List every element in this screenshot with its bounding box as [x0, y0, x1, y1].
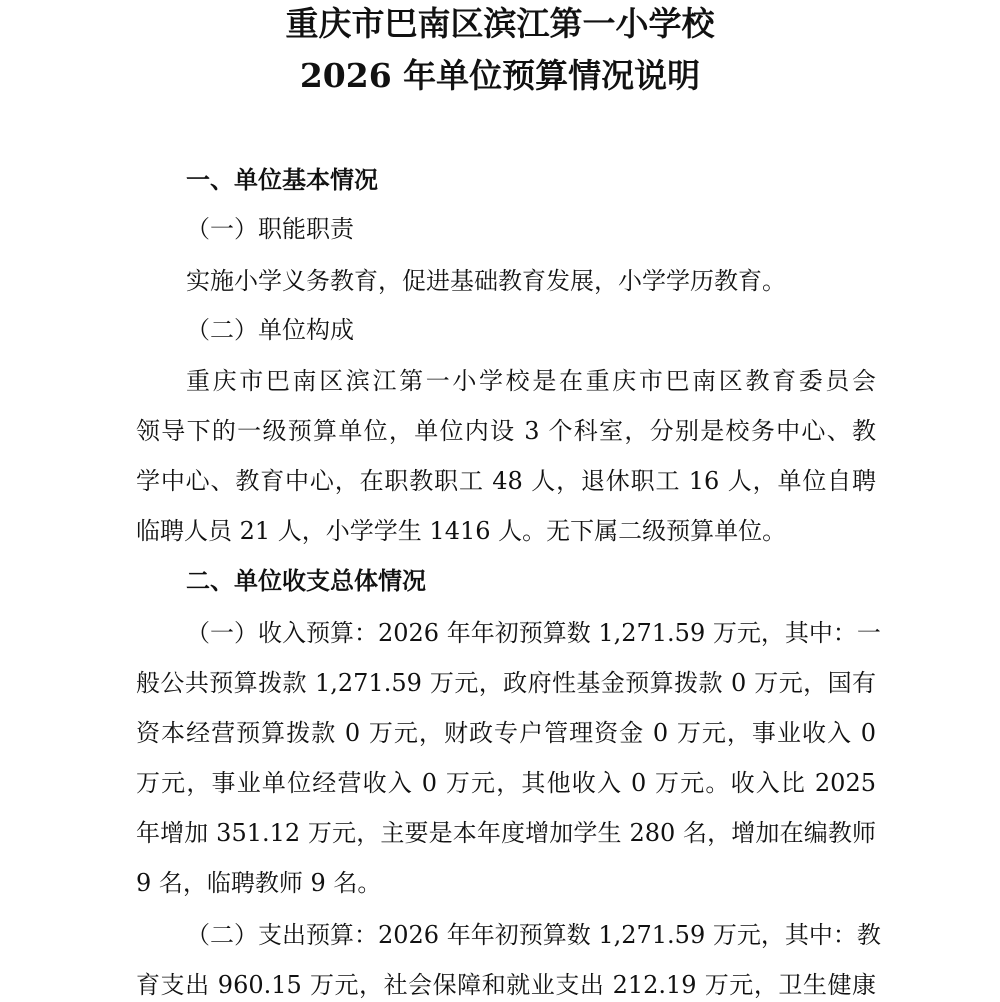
section-2-income-line: 万元，事业单位经营收入 0 万元，其他收入 0 万元。收入比 2025	[136, 769, 876, 797]
section-2-expense-line: （二）支出预算：2026 年年初预算数 1,271.59 万元，其中：教	[186, 921, 881, 949]
section-1-sub1-heading: （一）职能职责	[186, 215, 354, 243]
section-1-sub1-text: 实施小学义务教育，促进基础教育发展，小学学历教育。	[186, 267, 786, 295]
section-1-sub2-line: 临聘人员 21 人，小学学生 1416 人。无下属二级预算单位。	[136, 517, 787, 545]
section-2-income-line: （一）收入预算：2026 年年初预算数 1,271.59 万元，其中：一	[186, 619, 881, 647]
section-2-income-line: 资本经营预算拨款 0 万元，财政专户管理资金 0 万元，事业收入 0	[136, 719, 876, 747]
section-2-income-line: 般公共预算拨款 1,271.59 万元，政府性基金预算拨款 0 万元，国有	[136, 669, 876, 697]
section-1-heading: 一、单位基本情况	[186, 166, 378, 194]
document-title-line2: 2026 年单位预算情况说明	[299, 56, 701, 95]
document-title-line1: 重庆市巴南区滨江第一小学校	[285, 4, 715, 43]
section-2-expense-line: 育支出 960.15 万元，社会保障和就业支出 212.19 万元，卫生健康	[136, 971, 876, 999]
section-2-income-line: 9 名，临聘教师 9 名。	[136, 869, 382, 897]
section-2-income-line: 年增加 351.12 万元，主要是本年度增加学生 280 名，增加在编教师	[136, 819, 876, 847]
section-1-sub2-line: 领导下的一级预算单位，单位内设 3 个科室，分别是校务中心、教	[136, 417, 876, 445]
section-1-sub2-line: 重庆市巴南区滨江第一小学校是在重庆市巴南区教育委员会	[186, 367, 876, 395]
section-1-sub2-heading: （二）单位构成	[186, 316, 354, 344]
section-2-heading: 二、单位收支总体情况	[186, 567, 426, 595]
section-1-sub2-line: 学中心、教育中心，在职教职工 48 人，退休职工 16 人，单位自聘	[136, 467, 876, 495]
